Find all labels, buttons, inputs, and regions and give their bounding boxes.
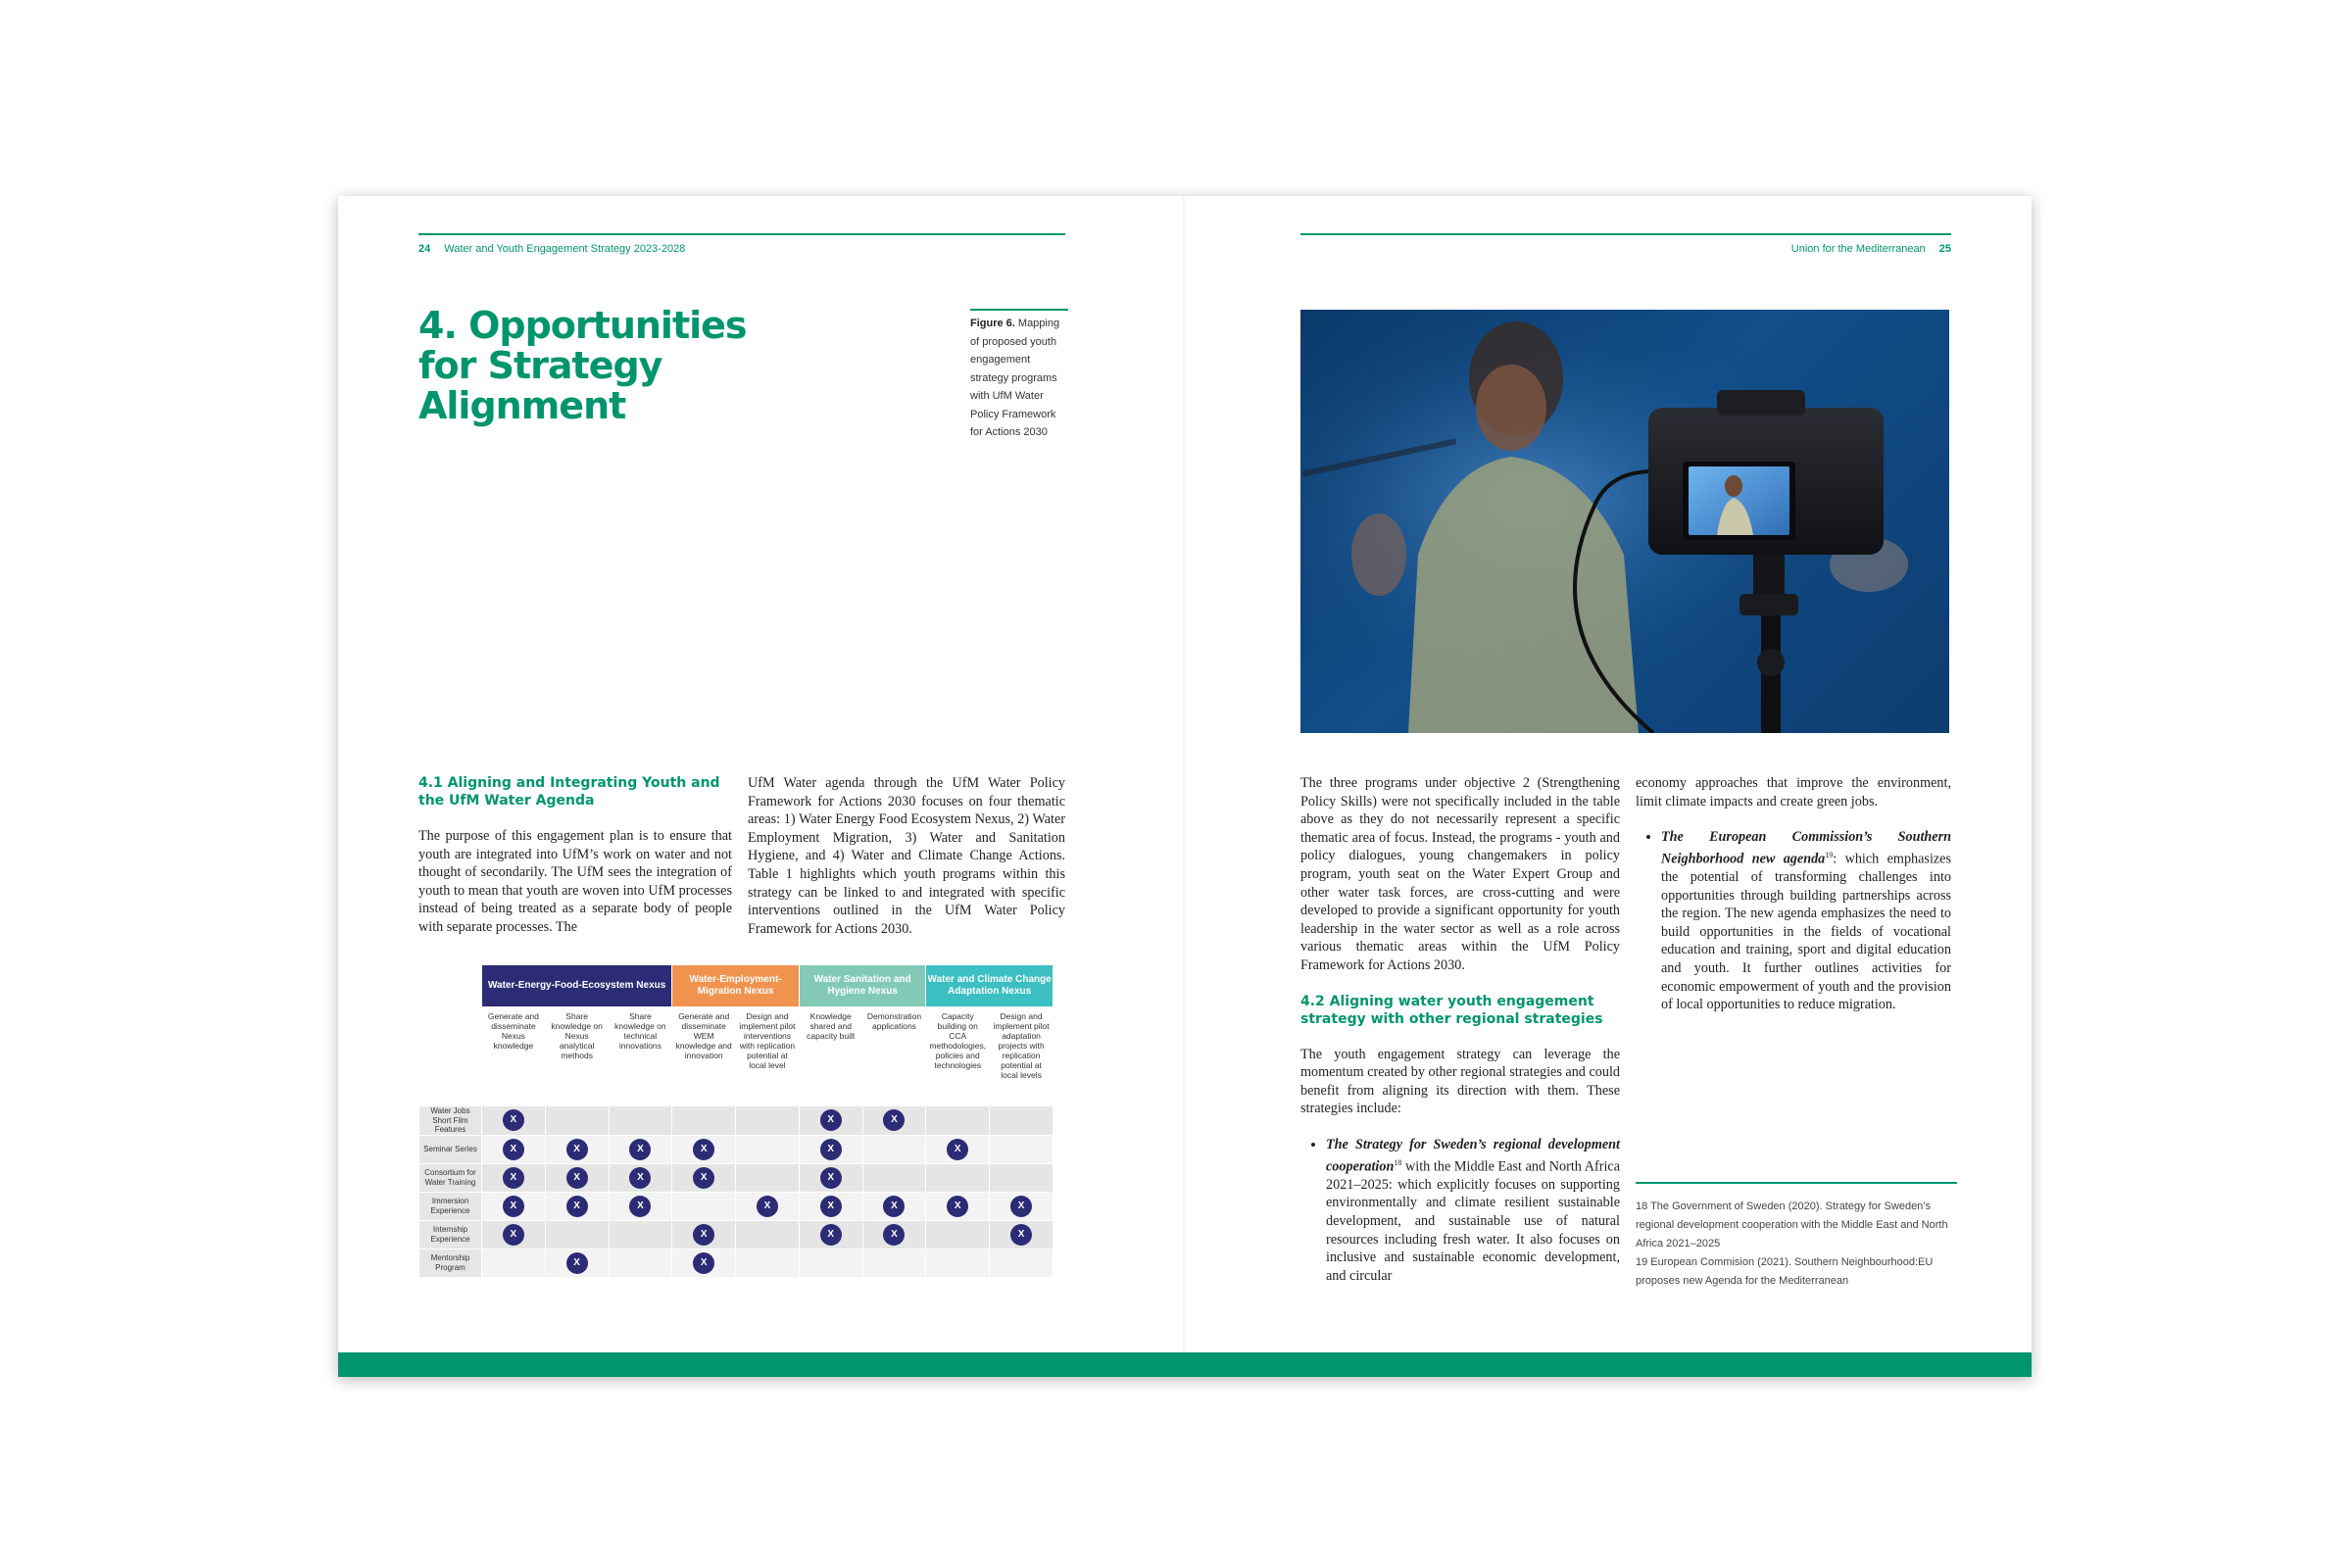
table-cell: [926, 1192, 990, 1220]
paragraph: The purpose of this engagement plan is to ensure that youth are integrated into UfM’s work on water and not thought of secondarily. The UfM sees the integration of youth to mean that youth are woven into UfM processes instead of being treated as a separate body of people with separate processes. The: [418, 828, 732, 935]
header-rule: [1300, 233, 1951, 235]
table-cell: [545, 1163, 609, 1192]
x-mark-icon: X: [693, 1252, 714, 1274]
column-header: Capacity building on CCA methodologies, policies and technologies: [926, 1007, 990, 1106]
table-cell: [799, 1135, 862, 1163]
camera-illustration: [1300, 310, 1949, 733]
figure-caption: [970, 309, 1068, 442]
x-mark-icon: X: [693, 1224, 714, 1246]
footnote-18: 18 The Government of Sweden (2020). Strategy for Sweden’s regional development cooperation with the Middle East and North Africa 2021–2025: [1636, 1200, 1948, 1250]
column-header: Design and implement pilot interventions with replication potential at local level: [736, 1007, 800, 1106]
x-mark-icon: X: [566, 1252, 588, 1274]
table-row: [419, 1135, 1054, 1163]
section-heading-4-2: 4.2 Aligning water youth engagement strategy with other regional strategies: [1300, 993, 1603, 1027]
paragraph: The three programs under objective 2 (Strengthening Policy Skills) were not specifically included in the table above as they do not necessarily represent a specific thematic area of focus. Instead, the programs - youth and policy dialogues, young changemakers in policy program, youth seat on the Water Expert Group and other water task forces, are cross-cutting and were developed to provide a significant opportunity for youth leadership in the water sector as well as a role across various thematic areas within the UfM Policy Framework for Actions 2030.: [1300, 775, 1620, 973]
x-mark-icon: X: [1010, 1224, 1032, 1246]
group-header: Water-Energy-Food-Ecosystem Nexus: [482, 965, 672, 1007]
table-cell: [862, 1249, 926, 1277]
x-mark-icon: X: [693, 1139, 714, 1160]
mapping-table: [418, 964, 1054, 1278]
table-cell: [799, 1192, 862, 1220]
table-cell: [482, 1249, 546, 1277]
table-cell: [609, 1135, 672, 1163]
x-mark-icon: X: [883, 1224, 905, 1246]
section-heading-4-1: 4.1 Aligning and Integrating Youth and the UfM Water Agenda: [418, 775, 720, 808]
table-cell: [482, 1220, 546, 1249]
table-cell: [545, 1220, 609, 1249]
row-label: Immersion Experience: [419, 1192, 482, 1220]
row-label: Mentorship Program: [419, 1249, 482, 1277]
table-row: [419, 1163, 1054, 1192]
running-title: Union for the Mediterranean: [1790, 243, 1926, 255]
running-title: Water and Youth Engagement Strategy 2023-2028: [444, 243, 686, 255]
column-header: Generate and disseminate Nexus knowledge: [482, 1007, 546, 1106]
table-cell: [545, 1192, 609, 1220]
x-mark-icon: X: [947, 1196, 968, 1217]
table-cell: [862, 1135, 926, 1163]
table-cell: [926, 1249, 990, 1277]
x-mark-icon: X: [757, 1196, 778, 1217]
table-cell: [736, 1163, 800, 1192]
table-cell: [926, 1163, 990, 1192]
group-header: Water Sanitation and Hygiene Nexus: [799, 965, 926, 1007]
column-header: Design and implement pilot adaptation projects with replication potential at local levels: [990, 1007, 1054, 1106]
bullet-list: [1300, 1136, 1620, 1285]
x-mark-icon: X: [693, 1167, 714, 1189]
bullet-text: with the Middle East and North Africa 2021–2025: which explicitly focuses on supporting environmentally and climate resilient sustainable development, and sustainable use of natural resources including fresh water. It also focuses on inclusive and sustainable economic development, and circular: [1326, 1158, 1620, 1284]
chapter-title: 4. Opportunities for Strategy Alignment: [418, 304, 747, 427]
x-mark-icon: X: [503, 1196, 524, 1217]
x-mark-icon: X: [820, 1139, 842, 1160]
row-label: Seminar Series: [419, 1135, 482, 1163]
table-cell: [990, 1163, 1054, 1192]
table-body: [419, 1106, 1054, 1278]
page-number: 24: [418, 243, 431, 255]
x-mark-icon: X: [883, 1109, 905, 1131]
table-cell: [926, 1220, 990, 1249]
table-cell: [990, 1192, 1054, 1220]
right-col-1: [1300, 774, 1620, 1302]
paragraph: The youth engagement strategy can leverage the momentum created by other regional strategies and could benefit from aligning its direction with them. These strategies include:: [1300, 1046, 1620, 1117]
x-mark-icon: X: [947, 1139, 968, 1160]
x-mark-icon: X: [629, 1139, 651, 1160]
figure-caption-text: Mapping of proposed youth engagement strategy programs with UfM Water Policy Framework for Actions 2030: [970, 318, 1060, 438]
x-mark-icon: X: [503, 1109, 524, 1131]
table-cell: [672, 1135, 736, 1163]
column-header: Generate and disseminate WEM knowledge and innovation: [672, 1007, 736, 1106]
table-cell: [545, 1106, 609, 1136]
table-cell: [862, 1163, 926, 1192]
row-label: Internship Experience: [419, 1220, 482, 1249]
x-mark-icon: X: [820, 1196, 842, 1217]
table-cell: [862, 1220, 926, 1249]
page-number: 25: [1938, 243, 1951, 255]
table-cell: [545, 1249, 609, 1277]
table-cell: [990, 1220, 1054, 1249]
table-row: [419, 1220, 1054, 1249]
left-column-2: [748, 774, 1065, 938]
table-cell: [609, 1249, 672, 1277]
table-cell: [672, 1106, 736, 1136]
table-cell: [799, 1163, 862, 1192]
x-mark-icon: X: [883, 1196, 905, 1217]
table-cell: [736, 1135, 800, 1163]
table-cell: [482, 1135, 546, 1163]
table-cell: [990, 1249, 1054, 1277]
table-cell: [609, 1192, 672, 1220]
table-cell: [799, 1106, 862, 1136]
group-header: Water and Climate Change Adaptation Nexus: [926, 965, 1054, 1007]
x-mark-icon: X: [503, 1167, 524, 1189]
table-cell: [799, 1249, 862, 1277]
footnote-ref[interactable]: 18: [1394, 1157, 1402, 1167]
right-page: [1185, 196, 2032, 1352]
table-cell: [736, 1220, 800, 1249]
x-mark-icon: X: [503, 1224, 524, 1246]
column-header-row: [419, 1007, 1054, 1106]
table-cell: [609, 1106, 672, 1136]
table-corner: [419, 1007, 482, 1106]
row-label: Consortium for Water Training: [419, 1163, 482, 1192]
x-mark-icon: X: [566, 1196, 588, 1217]
column-header: Demonstration applications: [862, 1007, 926, 1106]
column-header: Share knowledge on Nexus analytical methods: [545, 1007, 609, 1106]
table-cell: [862, 1192, 926, 1220]
table-cell: [736, 1106, 800, 1136]
left-page: [338, 196, 1185, 1352]
x-mark-icon: X: [820, 1167, 842, 1189]
bullet-title: The Strategy for Sweden’s regional development cooperation: [1326, 1136, 1620, 1175]
table-cell: [926, 1135, 990, 1163]
table-cell: [862, 1106, 926, 1136]
table-row: [419, 1192, 1054, 1220]
table-cell: [672, 1249, 736, 1277]
table-cell: [990, 1106, 1054, 1136]
bullet-item: [1661, 828, 1951, 1014]
table-row: [419, 1106, 1054, 1136]
table-cell: [672, 1220, 736, 1249]
footnote-rule: [1636, 1182, 1957, 1184]
x-mark-icon: X: [820, 1224, 842, 1246]
figure-caption-label: Figure 6.: [970, 318, 1015, 329]
paragraph: economy approaches that improve the environment, limit climate impacts and create green jobs.: [1636, 775, 1951, 809]
footnotes: [1636, 1198, 1951, 1291]
x-mark-icon: X: [1010, 1196, 1032, 1217]
footnote-ref[interactable]: 19: [1825, 850, 1834, 859]
column-header: Knowledge shared and capacity built: [799, 1007, 862, 1106]
table-cell: [736, 1249, 800, 1277]
paragraph: UfM Water agenda through the UfM Water Policy Framework for Actions 2030 focuses on four thematic areas: 1) Water Energy Food Ecosystem Nexus, 2) Water Employment Migration, 3) Water and Sanitation Hygiene, and 4) Water and Climate Change Actions. Table 1 highlights which youth programs within this strategy can be linked to and integrated with specific interventions outlined in the UfM Water Policy Framework for Actions 2030.: [748, 775, 1065, 937]
table-cell: [545, 1135, 609, 1163]
bottom-accent-bar: [338, 1352, 2032, 1377]
group-header: Water-Employment-Migration Nexus: [672, 965, 800, 1007]
table-row: [419, 1249, 1054, 1277]
running-header-right: [1791, 243, 1951, 255]
table-cell: [609, 1220, 672, 1249]
footnote-19: 19 European Commision (2021). Southern Neighbourhood:EU proposes new Agenda for the Mediterranean: [1636, 1256, 1934, 1287]
bullet-item: [1326, 1136, 1620, 1285]
table-corner: [419, 965, 482, 1007]
x-mark-icon: X: [566, 1167, 588, 1189]
camera-photo: [1300, 310, 1949, 733]
x-mark-icon: X: [629, 1167, 651, 1189]
x-mark-icon: X: [566, 1139, 588, 1160]
right-col-2: [1636, 774, 1951, 1032]
table-cell: [799, 1220, 862, 1249]
group-header-row: [419, 965, 1054, 1007]
table-cell: [482, 1163, 546, 1192]
table-cell: [926, 1106, 990, 1136]
left-column-1: [418, 774, 732, 937]
running-header-left: [418, 243, 685, 255]
bullet-title: The European Commission’s Southern Neighborhood new agenda: [1661, 829, 1951, 867]
row-label: Water Jobs Short Film Features: [419, 1106, 482, 1136]
table-cell: [736, 1192, 800, 1220]
table-cell: [672, 1192, 736, 1220]
bullet-text: : which emphasizes the potential of transforming challenges into opportunities through building partnerships across the region. The new agenda emphasizes the need to build opportunities in the fields of vocational education and training, sport and digital education and youth. It further outlines activities for economic empowerment of youth and the provision of local opportunities to reduce migration.: [1661, 851, 1952, 1013]
table-cell: [482, 1192, 546, 1220]
table-cell: [990, 1135, 1054, 1163]
table-cell: [672, 1163, 736, 1192]
x-mark-icon: X: [629, 1196, 651, 1217]
column-header: Share knowledge on technical innovations: [609, 1007, 672, 1106]
table-cell: [482, 1106, 546, 1136]
table-cell: [609, 1163, 672, 1192]
bullet-list: [1636, 828, 1951, 1014]
x-mark-icon: X: [820, 1109, 842, 1131]
x-mark-icon: X: [503, 1139, 524, 1160]
header-rule: [418, 233, 1065, 235]
magazine-spread: [338, 196, 2032, 1377]
